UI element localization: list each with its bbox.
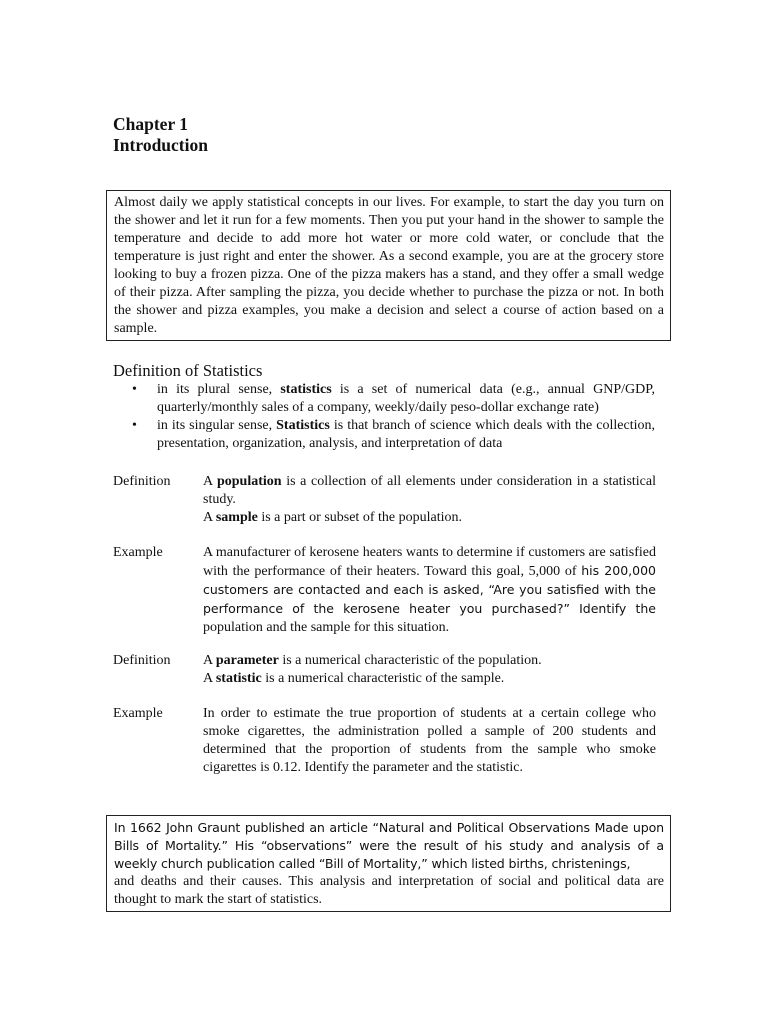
definition-line: A parameter is a numerical characteristic of the population. [203, 653, 542, 668]
entry-label: Example [113, 706, 163, 721]
definition-parameter-statistic [113, 652, 656, 688]
term-population: population [216, 474, 282, 489]
chapter-title: Introduction [113, 135, 208, 155]
definition-population-sample [113, 473, 656, 527]
example-smoking-students [113, 705, 656, 777]
list-item: • in its singular sense, Statistics is that branch of science which deals with the collection, presentation, organization, analysis, and interpretation of data [132, 418, 655, 451]
entry-label: Definition [113, 653, 171, 668]
term-statistics: statistics [280, 382, 332, 397]
chapter-number: Chapter 1 [113, 114, 189, 134]
chapter-heading [113, 114, 208, 156]
definition-line: A population is a collection of all elements under consideration in a statistical study. [203, 474, 656, 507]
entry-label: Definition [113, 474, 171, 489]
intro-box [106, 190, 671, 341]
definition-line: A statistic is a numerical characteristic of the sample. [203, 671, 505, 686]
section-heading: Definition of Statistics [113, 361, 263, 380]
entry-label: Example [113, 545, 163, 560]
example-text: A manufacturer of kerosene heaters wants to determine if customers are satisfied with the performance of their heaters. Toward this goal, 5,000 of his 200,000 customers are contacted and each is asked, “Are you satisfied with the performance of the kerosene heater you purchased?” Identify the population and the sample for this situation. [203, 545, 656, 635]
history-paragraph: In 1662 John Graunt published an article “Natural and Political Observations Made upon Bills of Mortality.” His “observations” were the result of his study and analysis of a weekly church publication called “Bill of Mortality,” which listed births, christenings, [114, 820, 664, 871]
example-kerosene-heaters [113, 544, 656, 637]
bullet-icon: • [132, 418, 137, 433]
history-box [106, 815, 671, 912]
definition-line: A sample is a part or subset of the population. [203, 510, 462, 525]
list-item: • in its plural sense, statistics is a set of numerical data (e.g., annual GNP/GDP, quarterly/monthly sales of a company, weekly/daily peso-dollar exchange rate) [132, 382, 655, 415]
history-paragraph-end: and deaths and their causes. This analysis and interpretation of social and political data are thought to mark the start of statistics. [114, 874, 664, 907]
term-statistics-science: Statistics [276, 418, 330, 433]
statistics-definition-list [132, 381, 655, 453]
example-text: In order to estimate the true proportion of students at a certain college who smoke cigarettes, the administration polled a sample of 200 students and determined that the proportion of students from the sample who smoke cigarettes is 0.12. Identify the parameter and the statistic. [203, 706, 656, 775]
intro-paragraph: Almost daily we apply statistical concepts in our lives. For example, to start the day you turn on the shower and let it run for a few moments. Then you put your hand in the shower to sample the temperature and decide to add more hot water or more cold water, or conclude that the temperature is just right and enter the shower. As a second example, you are at the grocery store looking to buy a frozen pizza. One of the pizza makers has a stand, and they offer a small wedge of their pizza. After sampling the pizza, you decide whether to purchase the pizza or not. In both the shower and pizza examples, you make a decision and select a course of action based on a sample. [114, 195, 664, 336]
term-parameter: parameter [215, 653, 279, 668]
bullet-icon: • [132, 382, 137, 397]
term-statistic: statistic [215, 671, 262, 686]
term-sample: sample [215, 510, 258, 525]
